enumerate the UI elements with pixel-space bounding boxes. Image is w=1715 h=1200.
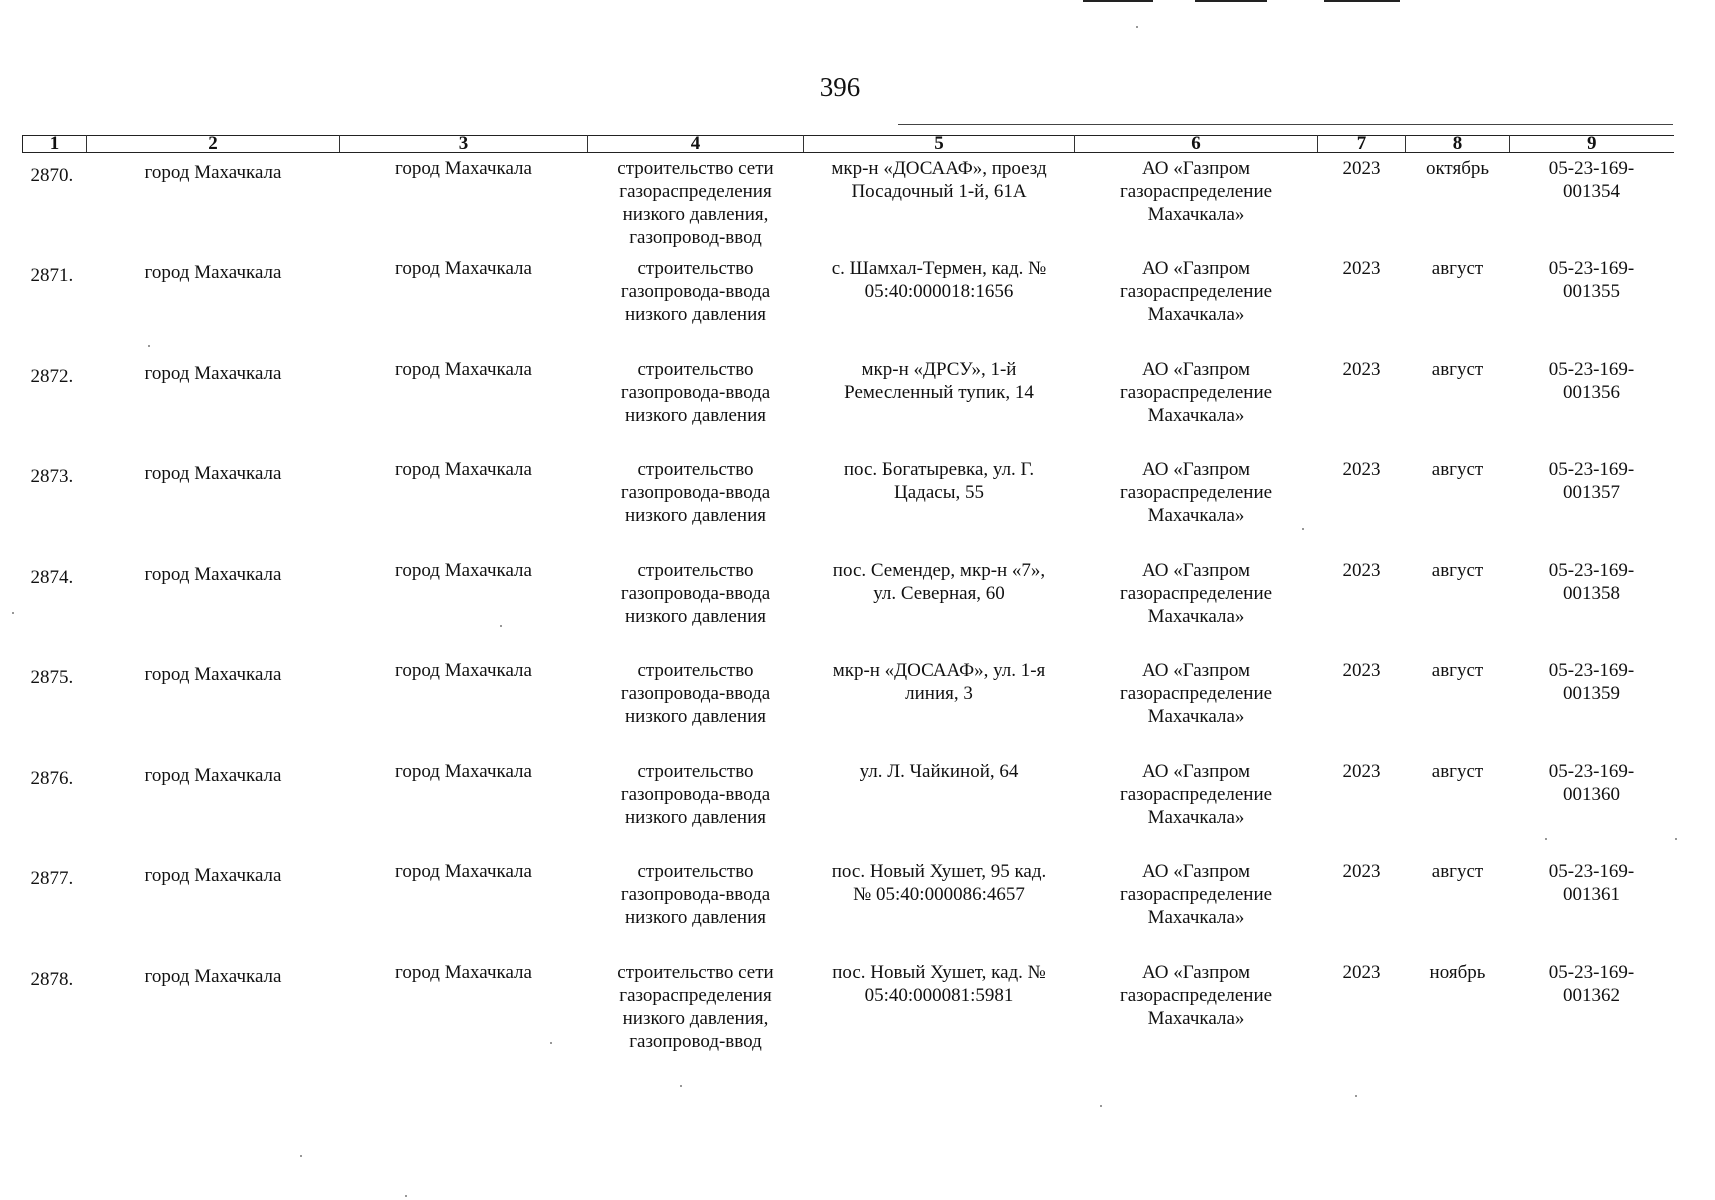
cell-district: город Махачкала	[144, 764, 282, 786]
cell-year: 2023	[1342, 358, 1381, 380]
cell-month: август	[1431, 861, 1484, 882]
cell-year: 2023	[1342, 459, 1381, 480]
top-rule	[898, 124, 1673, 125]
column-header-5: 5	[804, 136, 1075, 153]
scan-speck	[1355, 1095, 1357, 1097]
table-row	[23, 555, 1674, 656]
cell-organization: АО «Газпром газораспределение Махачкала»	[1119, 459, 1273, 526]
column-header-3: 3	[340, 136, 588, 153]
scan-speck	[1100, 1105, 1102, 1107]
cell-address: пос. Семендер, мкр-н «7», ул. Северная, 60	[832, 559, 1046, 604]
table-row	[23, 253, 1674, 354]
column-header-4: 4	[588, 136, 804, 153]
column-header-2: 2	[87, 136, 340, 153]
cell-work-description: строительство газопровода-ввода низкого давления	[620, 258, 771, 325]
cell-address: с. Шамхал-Термен, кад. № 05:40:000018:1656	[831, 258, 1047, 302]
cell-district: город Махачкала	[144, 463, 282, 484]
cell-organization: АО «Газпром газораспределение Махачкала»	[1119, 358, 1273, 426]
column-header-9: 9	[1510, 136, 1674, 153]
scan-speck	[1545, 838, 1547, 840]
cell-month: октябрь	[1425, 158, 1490, 179]
table-row	[23, 454, 1674, 555]
cell-year: 2023	[1342, 861, 1381, 882]
table-row	[23, 756, 1674, 857]
table-row	[23, 856, 1674, 957]
cell-organization: АО «Газпром газораспределение Махачкала»	[1119, 660, 1273, 727]
cell-address: мкр-н «ДОСААФ», ул. 1-я линия, 3	[832, 660, 1046, 704]
column-header-8: 8	[1406, 136, 1510, 153]
cell-record-number: 2877.	[30, 868, 74, 889]
cell-settlement: город Махачкала	[395, 961, 532, 983]
cell-record-number: 2876.	[30, 767, 74, 789]
cell-registration-number: 05-23-169-001362	[1548, 961, 1635, 1006]
cell-settlement: город Махачкала	[395, 559, 532, 581]
cell-month: август	[1431, 258, 1484, 279]
cell-registration-number: 05-23-169-001356	[1548, 358, 1635, 403]
cell-record-number: 2872.	[30, 365, 74, 387]
cell-month: август	[1431, 760, 1484, 782]
cell-organization: АО «Газпром газораспределение Махачкала»	[1119, 158, 1273, 225]
cell-registration-number: 05-23-169-001359	[1548, 660, 1635, 704]
cell-work-description: строительство газопровода-ввода низкого давления	[620, 660, 771, 727]
cell-organization: АО «Газпром газораспределение Махачкала»	[1119, 861, 1273, 928]
table-row	[23, 957, 1674, 1058]
scan-speck	[1302, 528, 1304, 530]
cell-work-description: строительство сети газораспределения низкого давления, газопровод-ввод	[617, 961, 774, 1052]
cell-record-number: 2871.	[30, 265, 74, 286]
scan-speck	[148, 345, 150, 347]
table-row	[23, 153, 1674, 254]
cell-district: город Махачкала	[144, 664, 282, 685]
table-body	[23, 153, 1674, 1058]
cell-address: ул. Л. Чайкиной, 64	[859, 760, 1019, 782]
scan-speck	[680, 1085, 682, 1087]
scan-speck	[500, 625, 502, 627]
scan-speck	[1675, 838, 1677, 840]
cell-settlement: город Махачкала	[395, 459, 532, 480]
cell-address: пос. Новый Хушет, кад. № 05:40:000081:5981	[832, 961, 1046, 1006]
cell-year: 2023	[1342, 559, 1381, 581]
scan-speck	[405, 1195, 407, 1197]
cell-district: город Махачкала	[144, 262, 282, 283]
scan-speck	[550, 1042, 552, 1044]
scan-speck	[300, 1155, 302, 1157]
cell-organization: АО «Газпром газораспределение Махачкала»	[1119, 961, 1273, 1029]
cell-year: 2023	[1342, 760, 1381, 782]
cell-organization: АО «Газпром газораспределение Махачкала»	[1119, 559, 1273, 627]
cell-work-description: строительство газопровода-ввода низкого давления	[620, 861, 771, 928]
table-row	[23, 655, 1674, 756]
cell-work-description: строительство газопровода-ввода низкого давления	[620, 459, 771, 526]
table-header	[23, 133, 1674, 154]
column-header-7: 7	[1318, 136, 1406, 153]
table-row	[23, 354, 1674, 455]
cell-work-description: строительство газопровода-ввода низкого давления	[620, 358, 771, 426]
cell-month: август	[1431, 358, 1484, 380]
cell-organization: АО «Газпром газораспределение Махачкала»	[1119, 258, 1273, 325]
cell-address: пос. Богатыревка, ул. Г. Цадасы, 55	[843, 459, 1035, 503]
cell-address: мкр-н «ДРСУ», 1-й Ремесленный тупик, 14	[844, 358, 1034, 403]
registry-table	[22, 135, 1674, 1057]
cell-record-number: 2875.	[30, 667, 74, 688]
cell-settlement: город Махачкала	[395, 258, 532, 279]
cell-work-description: строительство газопровода-ввода низкого давления	[620, 559, 771, 627]
column-header-6: 6	[1075, 136, 1318, 153]
cell-registration-number: 05-23-169-001354	[1548, 158, 1635, 202]
scan-speck	[1136, 26, 1138, 28]
cell-record-number: 2874.	[30, 566, 74, 588]
cell-record-number: 2873.	[30, 466, 74, 487]
cell-district: город Махачкала	[144, 362, 282, 384]
cell-year: 2023	[1342, 961, 1381, 983]
cell-year: 2023	[1342, 660, 1381, 681]
cell-registration-number: 05-23-169-001361	[1548, 861, 1635, 905]
cell-settlement: город Махачкала	[395, 158, 532, 179]
column-header-1: 1	[23, 136, 87, 153]
cell-work-description: строительство сети газораспределения низкого давления, газопровод-ввод	[617, 158, 774, 248]
cell-registration-number: 05-23-169-001355	[1548, 258, 1635, 302]
cell-month: август	[1431, 459, 1484, 480]
cell-address: пос. Новый Хушет, 95 кад. № 05:40:000086:4657	[831, 861, 1047, 905]
cell-month: ноябрь	[1429, 961, 1486, 983]
cell-registration-number: 05-23-169-001358	[1548, 559, 1635, 604]
cell-month: август	[1431, 660, 1484, 681]
cell-record-number: 2878.	[30, 968, 74, 990]
cell-year: 2023	[1342, 258, 1381, 279]
cell-district: город Махачкала	[144, 865, 282, 886]
cell-year: 2023	[1342, 158, 1381, 179]
scan-top-marks	[1080, 0, 1460, 3]
cell-settlement: город Махачкала	[395, 660, 532, 681]
cell-district: город Махачкала	[144, 563, 282, 585]
cell-record-number: 2870.	[30, 165, 74, 186]
cell-address: мкр-н «ДОСААФ», проезд Посадочный 1-й, 61А	[831, 158, 1047, 202]
cell-work-description: строительство газопровода-ввода низкого давления	[620, 760, 771, 828]
cell-district: город Махачкала	[144, 162, 282, 183]
scan-speck	[12, 612, 14, 614]
cell-district: город Махачкала	[144, 965, 282, 987]
cell-settlement: город Махачкала	[395, 760, 532, 782]
cell-settlement: город Махачкала	[395, 861, 532, 882]
cell-organization: АО «Газпром газораспределение Махачкала»	[1119, 760, 1273, 828]
cell-month: август	[1431, 559, 1484, 581]
page-number: 396	[819, 72, 861, 102]
cell-registration-number: 05-23-169-001357	[1548, 459, 1635, 503]
header-row	[23, 136, 1674, 153]
cell-settlement: город Махачкала	[395, 358, 532, 380]
cell-registration-number: 05-23-169-001360	[1548, 760, 1635, 805]
